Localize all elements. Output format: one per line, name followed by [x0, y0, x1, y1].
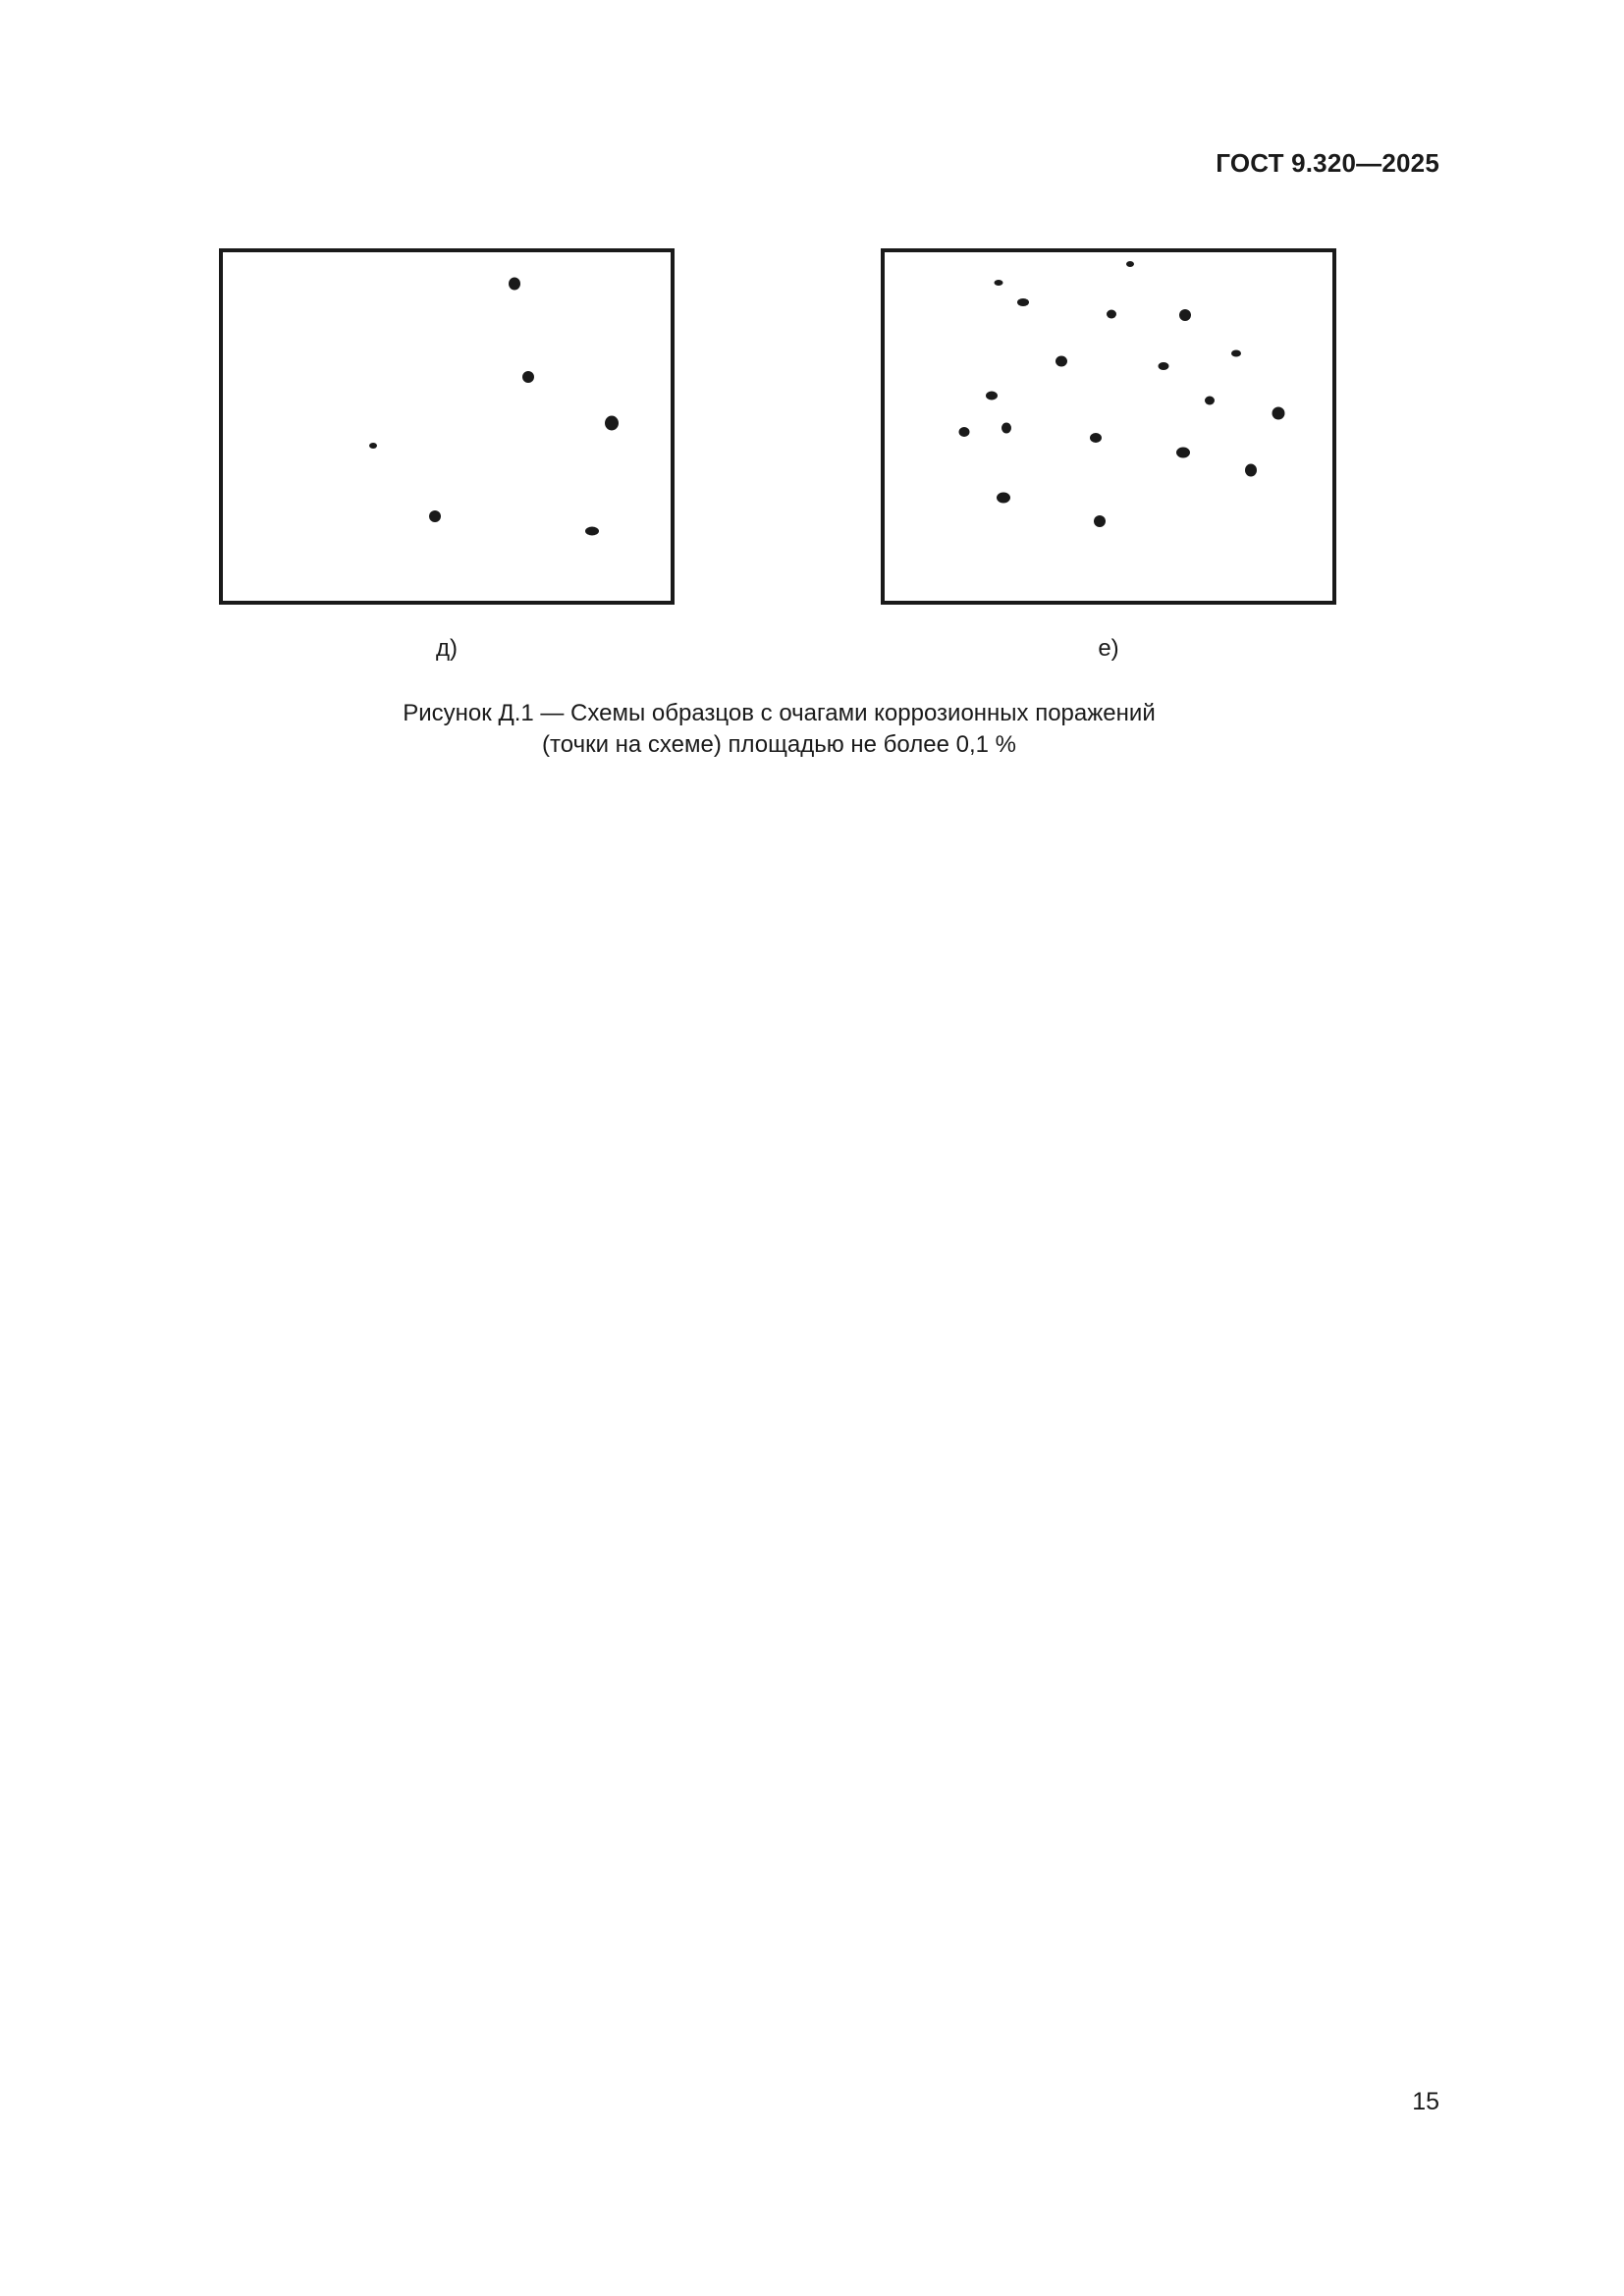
scheme-e-label: е) [1098, 635, 1119, 662]
figure-caption-line-2: (точки на схеме) площадью не более 0,1 % [542, 731, 1016, 758]
corrosion-spot [986, 392, 998, 400]
corrosion-spot [429, 510, 441, 522]
corrosion-spot [1056, 356, 1067, 367]
corrosion-spot [605, 416, 619, 431]
figure-caption-line-1: Рисунок Д.1 — Схемы образцов с очагами коррозионных поражений [403, 700, 1156, 726]
scheme-d-frame [219, 248, 675, 605]
figure-caption [0, 698, 1558, 761]
corrosion-spot [997, 493, 1010, 504]
corrosion-spot [1094, 515, 1106, 527]
standard-code: ГОСТ 9.320—2025 [1216, 148, 1439, 178]
page-number: 15 [1412, 2088, 1439, 2115]
scheme-e-spots [885, 252, 1332, 601]
corrosion-spot [1126, 261, 1134, 267]
corrosion-spot [1176, 448, 1190, 458]
corrosion-spot [1231, 350, 1241, 357]
corrosion-spot [959, 427, 970, 437]
corrosion-spot [1107, 310, 1116, 319]
corrosion-spot [1205, 397, 1215, 405]
corrosion-spot [509, 278, 520, 291]
corrosion-spot [1179, 309, 1191, 321]
corrosion-spot [369, 443, 377, 449]
corrosion-spot [1159, 362, 1169, 370]
corrosion-spot [522, 371, 534, 383]
scheme-e-frame [881, 248, 1336, 605]
corrosion-spot [1001, 423, 1011, 434]
corrosion-spot [1017, 298, 1029, 306]
corrosion-spot [585, 527, 599, 536]
corrosion-spot [1245, 464, 1257, 477]
scheme-d-spots [223, 252, 671, 601]
scheme-d-label: д) [436, 635, 458, 662]
corrosion-spot [1090, 433, 1102, 443]
corrosion-spot [995, 280, 1003, 286]
corrosion-spot [1272, 407, 1285, 420]
